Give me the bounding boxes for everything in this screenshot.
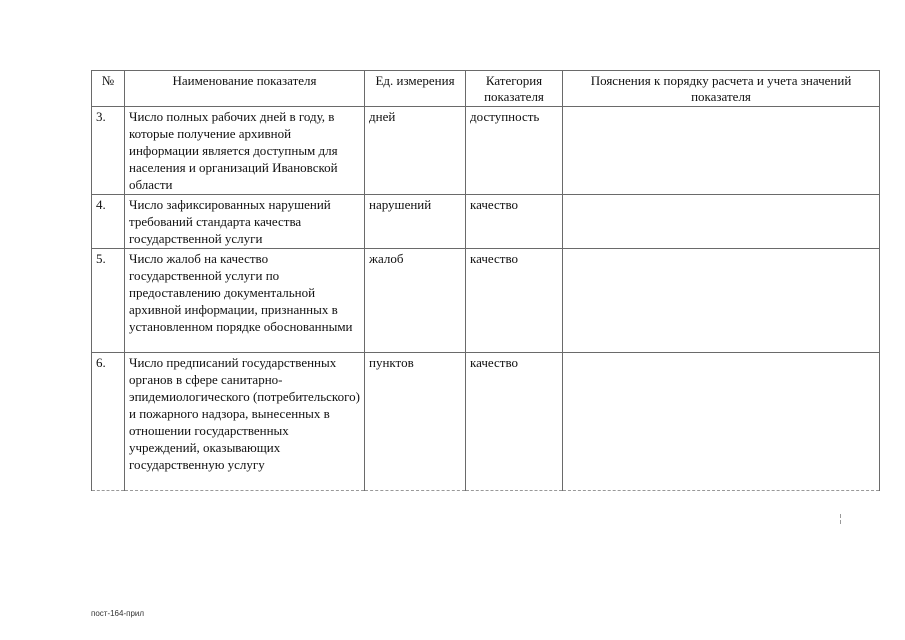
table-header-row — [92, 71, 880, 107]
header-name: Наименование показателя — [125, 71, 365, 107]
row-explanation — [563, 107, 880, 195]
document-footer: пост-164-прил — [91, 609, 145, 618]
row-category: качество — [466, 353, 563, 491]
row-unit: пунктов — [365, 353, 466, 491]
row-name: Число зафиксированных нарушений требований стандарта качества государственной услуги — [125, 195, 365, 249]
header-explanation-rest: показателя — [691, 89, 751, 104]
row-num: 4. — [92, 195, 125, 249]
row-unit: дней — [365, 107, 466, 195]
row-explanation — [563, 195, 880, 249]
table-row — [92, 249, 880, 353]
row-explanation — [563, 249, 880, 353]
scan-speck — [840, 520, 841, 524]
indicators-table — [91, 70, 880, 491]
row-name: Число предписаний государственных органов в сфере санитарно-эпидемиологического (потребительского) и пожарного надзора, вынесенных в отношении государственных учреждений, оказывающих государственную услугу — [125, 353, 365, 491]
table-row — [92, 195, 880, 249]
scan-speck — [840, 514, 841, 518]
header-category: Категория показателя — [466, 71, 563, 107]
row-category: доступность — [466, 107, 563, 195]
row-category: качество — [466, 195, 563, 249]
row-explanation — [563, 353, 880, 491]
header-unit: Ед. измерения — [365, 71, 466, 107]
row-unit: жалоб — [365, 249, 466, 353]
row-category: качество — [466, 249, 563, 353]
row-num: 3. — [92, 107, 125, 195]
row-unit: нарушений — [365, 195, 466, 249]
header-num: № — [92, 71, 125, 107]
header-explanation-bold: Пояснения к порядку расчета и учета значений — [590, 73, 852, 88]
row-num: 5. — [92, 249, 125, 353]
header-explanation — [563, 71, 880, 107]
table-row — [92, 107, 880, 195]
row-num: 6. — [92, 353, 125, 491]
table-row — [92, 353, 880, 491]
row-name: Число жалоб на качество государственной услуги по предоставлению документальной архивной информации, признанных в установленном порядке обоснованными — [125, 249, 365, 353]
row-name: Число полных рабочих дней в году, в которые получение архивной информации является доступным для населения и организаций Ивановской области — [125, 107, 365, 195]
